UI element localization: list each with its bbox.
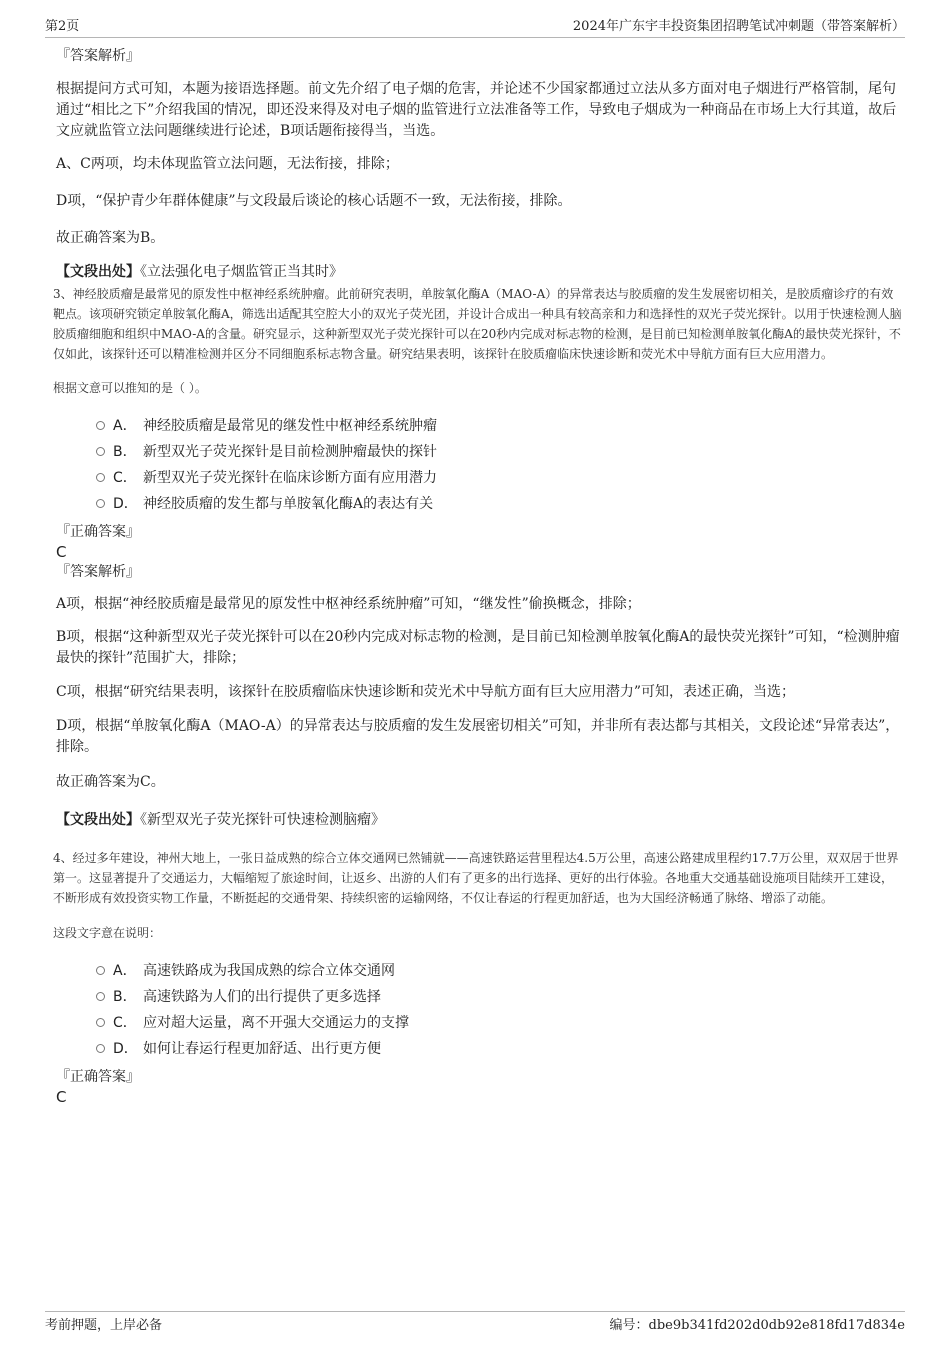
analysis-heading: 『答案解析』 [56,564,140,580]
analysis-paragraph: B项，根据“这种新型双光子荧光探针可以在20秒内完成对标志物的检测，是目前已知检测单胺氧化酶A的最快荧光探针”可知，“检测肿瘤最快的探针”范围扩大，排除； [56,629,900,666]
source-citation [56,810,902,830]
analysis-paragraph: C项，根据“研究结果表明，该探针在胶质瘤临床快速诊断和荧光术中导航方面有巨大应用潜力”可知，表述正确，当选； [56,684,796,700]
footer-slogan: 考前押题，上岸必备 [45,1318,163,1333]
option-c[interactable]: C． 新型双光子荧光探针在临床诊断方面有应用潜力 [96,464,902,490]
analysis-heading: 『答案解析』 [56,48,140,64]
correct-answer: C [56,543,67,561]
analysis-paragraph: 根据提问方式可知，本题为接语选择题。前文先介绍了电子烟的危害，并论述不少国家都通过立法从多方面对电子烟进行严格管制，尾句通过“相比之下”介绍我国的情况，即还没来得及对电子烟的监管进行立法准备等工作，导致电子烟成为一种商品在市场上大行其道，故后文应就监管立法问题继续进行论述，B项话题衔接得当，当选。 [56,81,897,139]
question-4-prompt: 这段文字意在说明： [53,926,162,940]
option-a[interactable]: A． 高速铁路成为我国成熟的综合立体交通网 [96,957,902,983]
option-a[interactable]: A． 神经胶质瘤是最常见的继发性中枢神经系统肿瘤 [96,412,902,438]
answer-conclusion: 故正确答案为C。 [56,774,165,790]
option-d[interactable]: D． 如何让春运行程更加舒适、出行更方便 [96,1035,902,1061]
radio-button-icon[interactable] [96,447,105,456]
document-id: 编号：dbe9b341fd202d0db92e818fd17d834e [609,1318,905,1333]
analysis-paragraph: A、C两项，均未体现监管立法问题，无法衔接，排除； [56,156,399,172]
option-b[interactable]: B． 高速铁路为人们的出行提供了更多选择 [96,983,902,1009]
answer-conclusion: 故正确答案为B。 [56,230,165,246]
source-label: 【文段出处】 [56,264,140,280]
radio-button-icon[interactable] [96,421,105,430]
radio-button-icon[interactable] [96,1018,105,1027]
source-label: 【文段出处】 [56,812,140,828]
page-content [53,46,902,1107]
page-number: 第2页 [45,19,80,34]
question-4-stem: 4、经过多年建设，神州大地上，一张日益成熟的综合立体交通网已然铺就——高速铁路运营里程达4.5万公里，高速公路建成里程约17.7万公里，双双居于世界第一。这显著提升了交通运力，大幅缩短了旅途时间，让返乡、出游的人们有了更多的出行选择、更好的出行体验。各地重大交通基础设施项目陆续开工建设，不断形成有效投资实物工作量，不断挺起的交通骨架、持续织密的运输网络，不仅让春运的行程更加舒适，也为大国经济畅通了脉络、增添了动能。 [53,851,899,905]
option-b[interactable]: B． 新型双光子荧光探针是目前检测肿瘤最快的探针 [96,438,902,464]
option-c[interactable]: C． 应对超大运量，离不开强大交通运力的支撑 [96,1009,902,1035]
question-3-options [96,412,902,516]
page-header [45,12,905,38]
radio-button-icon[interactable] [96,992,105,1001]
source-title: 《立法强化电子烟监管正当其时》 [140,264,343,280]
radio-button-icon[interactable] [96,1044,105,1053]
page-footer [45,1311,905,1333]
question-4-options [96,957,902,1061]
correct-answer: C [56,1088,67,1106]
option-d[interactable]: D． 神经胶质瘤的发生都与单胺氧化酶A的表达有关 [96,490,902,516]
analysis-paragraph: D项，根据“单胺氧化酶A（MAO-A）的异常表达与胶质瘤的发生发展密切相关”可知，并非所有表达都与其相关，文段论述“异常表达”，排除。 [56,718,900,755]
question-3-prompt: 根据文意可以推知的是（ ）。 [53,381,207,395]
question-3-stem: 3、神经胶质瘤是最常见的原发性中枢神经系统肿瘤。此前研究表明，单胺氧化酶A（MAO-A）的异常表达与胶质瘤的发生发展密切相关，是胶质瘤诊疗的有效靶点。该项研究锁定单胺氧化酶A，筛选出适配其空腔大小的双光子荧光团，并设计合成出一种具有较高亲和力和选择性的双光子荧光探针。以用于快速检测人脑胶质瘤细胞和组织中MAO-A的含量。研究显示，这种新型双光子荧光探针可以在20秒内完成对标志物的检测，是目前已知检测单胺氧化酶A的最快荧光探针，不仅如此，该探针还可以精准检测并区分不同细胞系标志物含量。研究结果表明，该探针在胶质瘤临床快速诊断和荧光术中导航方面有巨大应用潜力。 [53,287,902,361]
radio-button-icon[interactable] [96,499,105,508]
analysis-paragraph: A项，根据“神经胶质瘤是最常见的原发性中枢神经系统肿瘤”可知，“继发性”偷换概念，排除； [56,596,641,612]
analysis-paragraph: D项，“保护青少年群体健康”与文段最后谈论的核心话题不一致，无法衔接，排除。 [56,193,572,209]
radio-button-icon[interactable] [96,966,105,975]
correct-answer-heading: 『正确答案』 [56,524,140,540]
source-citation [56,262,902,282]
correct-answer-heading: 『正确答案』 [56,1069,140,1085]
source-title: 《新型双光子荧光探针可快速检测脑瘤》 [140,812,385,828]
radio-button-icon[interactable] [96,473,105,482]
document-title: 2024年广东宇丰投资集团招聘笔试冲刺题（带答案解析） [572,19,905,34]
